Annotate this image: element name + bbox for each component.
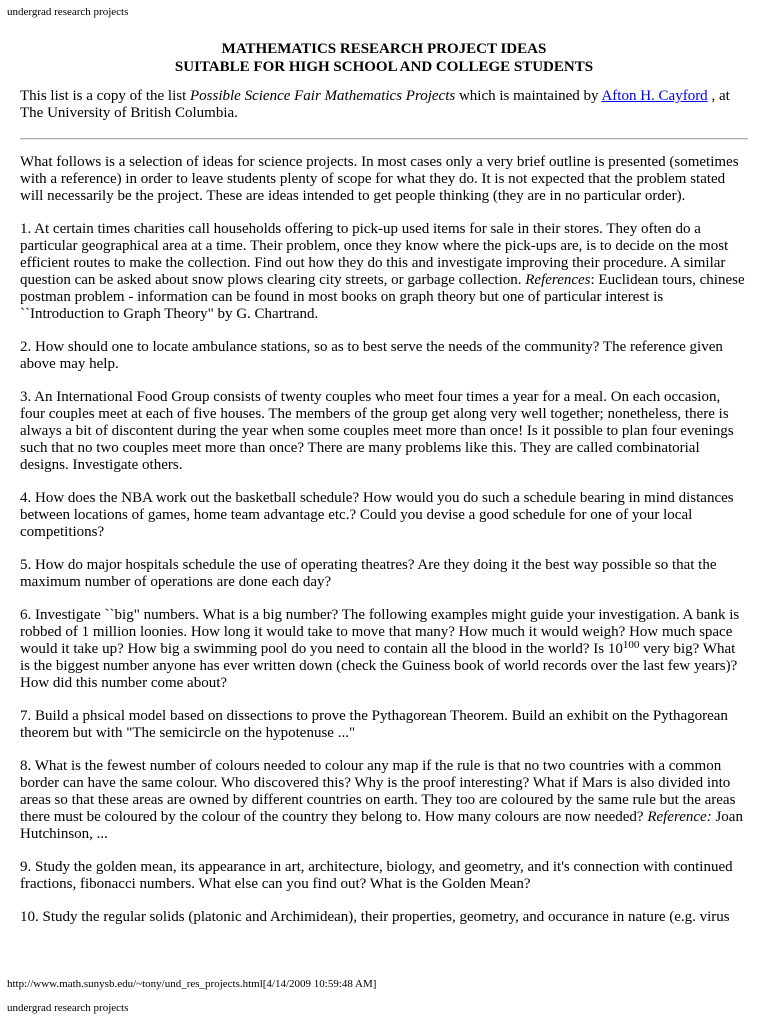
footer-page-title: undergrad research projects — [7, 1002, 129, 1014]
project-item-5: 5. How do major hospitals schedule the use of operating theatres? Are they doing it the best way possible so that the maximum number of operations are done each day? — [20, 557, 717, 590]
lead-paragraph: What follows is a selection of ideas for science projects. In most cases only a very brief outline is presented (sometimes with a reference) in order to leave students plenty of scope for what they do. It is not expected that the problem stated will necessarily be the project. These are ideas intended to get people thinking (they are in no particular order). — [20, 154, 739, 204]
project-item-4: 4. How does the NBA work out the basketball schedule? How would you do such a schedule bearing in mind distances between locations of games, home team advantage etc.? Could you devise a good schedule for one of your local competitions? — [20, 490, 734, 540]
item-8-text: 8. What is the fewest number of colours needed to colour any map if the rule is that no two countries with a common border can have the same colour. Who discovered this? Why is the proof interesting? What if Mars is also divided into areas so that these areas are owned by different countries on earth. They too are coloured by the same rule but the areas there must be coloured by the colour of the country they belong to. How many colours are now needed? — [20, 758, 736, 825]
item-6-text: 6. Investigate ``big" numbers. What is a big number? The following examples might guide your investigation. A bank is robbed of 1 million loonies. How long it would take to move that many? How much it would weigh? How much space would it take up? How big a swimming pool do you need to contain all the blood in the world? Is 10 — [20, 607, 740, 657]
item-6-exponent: 100 — [622, 639, 640, 651]
title-line-2: SUITABLE FOR HIGH SCHOOL AND COLLEGE STUDENTS — [174, 59, 594, 75]
intro-text-end: , at The University of British Columbia. — [20, 88, 730, 121]
project-item-7: 7. Build a phsical model based on dissections to prove the Pythagorean Theorem. Build an exhibit on the Pythagorean theorem but with "The semicircle on the hypotenuse ..." — [20, 708, 728, 741]
item-1-reference-label: References — [525, 272, 591, 288]
author-link[interactable]: Afton H. Cayford — [601, 88, 708, 104]
item-6-text-after: very big? What is the biggest number anyone has ever written down (check the Guiness book of world records over the last few years)? How did this number come about? — [20, 641, 738, 691]
title-line-1: MATHEMATICS RESEARCH PROJECT IDEAS — [221, 41, 547, 57]
intro-list-title: Possible Science Fair Mathematics Projects — [190, 88, 456, 104]
project-item-2: 2. How should one to locate ambulance stations, so as to best serve the needs of the community? The reference given above may help. — [20, 339, 723, 372]
project-item-6 — [20, 607, 748, 692]
intro-paragraph — [20, 88, 748, 122]
project-item-3: 3. An International Food Group consists of twenty couples who meet four times a year for a meal. On each occasion, four couples meet at each of five houses. The members of the group get along very well together; nonetheless, there is always a bit of discontent during the year when some couples meet more than once! Is it possible to plan four evenings such that no two couples meet more than once? There are many problems like this. They are called combinatorial designs. Investigate others. — [20, 389, 734, 473]
page-title — [0, 40, 768, 76]
item-1-text: 1. At certain times charities call households offering to pick-up used items for sale in their stores. They often do a particular geographical area at a time. Their problem, once they know where the pick-ups are, is to decide on the most efficient routes to make the collection. Find out how they do this and investigate improving their procedure. A similar question can be asked about snow plows clearing city streets, or garbage collection. — [20, 221, 729, 288]
intro-text-start: This list is a copy of the list — [20, 88, 190, 104]
item-8-reference-label: Reference: — [647, 809, 712, 825]
intro-text-middle: which is maintained by — [455, 88, 602, 104]
document-body — [20, 88, 748, 942]
project-item-8 — [20, 758, 748, 843]
page-header-title: undergrad research projects — [7, 6, 129, 18]
project-item-1 — [20, 221, 748, 323]
item-8-reference-text: Joan Hutchinson, ... — [20, 809, 743, 842]
horizontal-divider — [20, 138, 748, 140]
project-item-9: 9. Study the golden mean, its appearance in art, architecture, biology, and geometry, and it's connection with continued fractions, fibonacci numbers. What else can you find out? What is the Golden Mean? — [20, 859, 733, 892]
footer-url: http://www.math.sunysb.edu/~tony/und_res_projects.html[4/14/2009 10:59:48 AM] — [7, 978, 377, 990]
item-1-reference-text: : Euclidean tours, chinese postman problem - information can be found in most books on graph theory but one of particular interest is ``Introduction to Graph Theory" by G. Chartrand. — [20, 272, 745, 322]
project-item-10: 10. Study the regular solids (platonic and Archimidean), their properties, geometry, and occurance in nature (e.g. virus — [20, 909, 730, 925]
